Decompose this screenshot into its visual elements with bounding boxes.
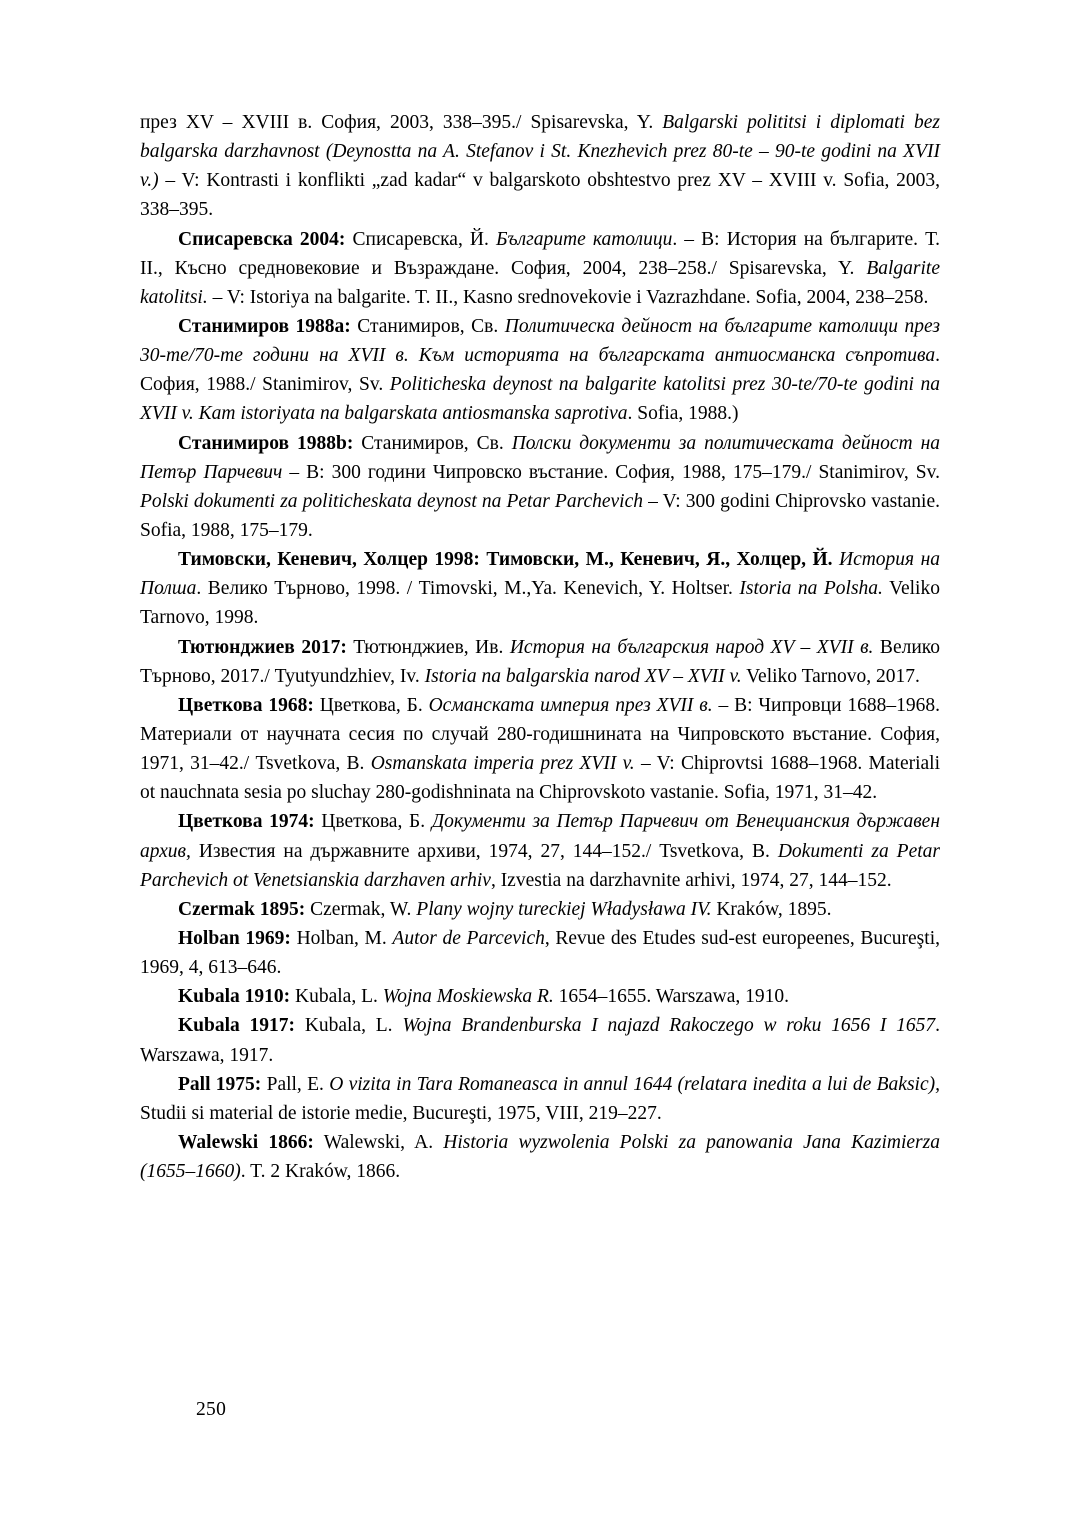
entry-text-run: Walewski, A.	[313, 1131, 444, 1153]
entry-text-run: 1654–1655. Warszawa, 1910.	[553, 986, 790, 1008]
entry-text-run: Wojna Brandenburska I najazd Rakoczego w roku 1656 I 1657	[402, 1015, 936, 1037]
entry-text-run: Balgarite katolitsi.	[140, 257, 940, 308]
entry-text-run: Holban 1969:	[178, 927, 291, 949]
entry-text-run: Politicheska deynost na balgarite katolitsi prez 30-te/70-te godini na XVII v. Kam istoriyata na balgarskata antiosmanska saprotiva	[140, 374, 940, 425]
bibliography-entry	[140, 1070, 940, 1128]
entry-text-run: Документи за Петър Парчевич от Венецианския държавен архив,	[140, 811, 940, 862]
entry-text-run: Pall 1975:	[178, 1073, 262, 1095]
entry-text-run: Цветкова 1968:	[178, 694, 314, 716]
bibliography-list	[140, 108, 940, 1186]
entry-text-run: Полски документи за политическата дейност на Петър Парчевич	[140, 432, 940, 483]
bibliography-entry	[140, 633, 940, 691]
entry-text-run: Цветкова, Б.	[313, 694, 429, 716]
entry-text-run: Тимовски, Кеневич, Холцер 1998: Тимовски, М., Кеневич, Я., Холцер, Й.	[178, 549, 839, 571]
entry-text-run: Цветкова 1974:	[178, 811, 315, 833]
bibliography-entry	[140, 924, 940, 982]
bibliography-entry	[140, 429, 940, 546]
entry-text-run: Списаревска 2004:	[178, 228, 346, 250]
entry-text-run: Велико Търново, 2017./ Tyutyundzhiev, Iv.	[140, 636, 940, 687]
entry-text-run: , Izvestia na darzhavnite arhivi, 1974, 27, 144–152.	[490, 869, 892, 891]
entry-text-run: . – В: История на българите. Т. II., Късно средновековие и Възраждане. София, 2004, 238–258./ Spisarevska, Y.	[140, 228, 940, 279]
entry-text-run: . T. 2 Kraków, 1866.	[240, 1161, 401, 1183]
bibliography-entry	[140, 1128, 940, 1186]
entry-text-run: Kubala, L.	[295, 1015, 403, 1037]
entry-text-run: Autor de Parcevich	[392, 927, 545, 949]
entry-text-run: Kubala, L.	[290, 986, 383, 1008]
entry-text-run: – V: 300 godini Chiprovsko vastanie. Sofia, 1988, 175–179.	[140, 490, 940, 541]
entry-text-run: Kraków, 1895.	[711, 898, 832, 920]
bibliography-entry	[140, 807, 940, 894]
entry-text-run: Тютюнджиев 2017:	[178, 636, 347, 658]
entry-text-run: Цветкова, Б.	[314, 811, 432, 833]
entry-text-run: Veliko Tarnovo, 1998.	[140, 578, 940, 629]
entry-text-run: История на българския народ XV – XVII в.	[509, 636, 874, 658]
entry-text-run: – V: Kontrasti i konflikti „zad kadar“ v balgarskoto obshtestvo prez XV – XVIII v. Sofia, 2003, 338–395.	[140, 170, 940, 221]
entry-text-run: Veliko Tarnovo, 2017.	[741, 665, 920, 687]
entry-text-run: Kubala 1917:	[178, 1015, 296, 1037]
entry-text-run: Holban, M.	[290, 927, 393, 949]
entry-text-run: през XV – XVIII в. София, 2003, 338–395./ Spisarevska, Y.	[140, 112, 663, 133]
entry-text-run: Historia wyzwolenia Polski za panowania Jana Kazimierza (1655–1660)	[140, 1131, 940, 1183]
entry-text-run: O vizita in Tara Romaneasca in annul 1644 (relatara inedita a lui de Baksic),	[329, 1073, 940, 1095]
entry-text-run: Polski dokumenti za politicheskata deynost na Petar Parchevich	[140, 490, 643, 512]
bibliography-entry	[140, 691, 940, 808]
entry-text-run: Kubala 1910:	[178, 986, 291, 1008]
entry-text-run: , Revue des Etudes sud-est europeenes, Bucureşti, 1969, 4, 613–646.	[140, 927, 940, 979]
entry-text-run: Османската империя през XVII в.	[428, 694, 713, 716]
entry-text-run: История на Полша	[140, 549, 940, 600]
bibliography-entry	[140, 545, 940, 632]
entry-text-run: Pall, E.	[261, 1073, 330, 1095]
entry-text-run: . София, 1988./ Stanimirov, Sv.	[140, 345, 940, 396]
entry-text-run: Wojna Moskiewska R.	[382, 986, 554, 1008]
entry-text-run: – В: Чипровци 1688–1968. Материали от научната сесия по случай 280-годишнината на Чипровското въстание. София, 1971, 31–42./ Tsvetkova, B.	[140, 694, 940, 775]
bibliography-entry	[140, 982, 940, 1011]
bibliography-entry	[140, 108, 940, 225]
entry-text-run: Списаревска, Й.	[345, 228, 496, 250]
entry-text-run: . Велико Търново, 1998. / Timovski, M.,Ya. Kenevich, Y. Holtser.	[196, 578, 740, 600]
entry-text-run: Станимиров 1988b:	[178, 432, 354, 454]
bibliography-entry	[140, 225, 940, 312]
bibliography-entry	[140, 312, 940, 429]
entry-text-run: . Sofia, 1988.)	[627, 403, 739, 425]
entry-text-run: – V: Istoriya na balgarite. T. II., Kasno srednovekovie i Vazrazhdane. Sofia, 2004, 238–258.	[207, 286, 929, 308]
entry-text-run: Българите католици	[496, 228, 673, 250]
entry-text-run: Czermak, W.	[305, 898, 417, 920]
entry-text-run: Studii si material de istorie medie, Bucureşti, 1975, VIII, 219–227.	[140, 1102, 662, 1124]
entry-text-run: Czermak 1895:	[178, 898, 306, 920]
entry-text-run: Balgarski polititsi i diplomati bez balgarska darzhavnost (Deynostta na A. Stefanov i St. Knezhevich prez 80-te – 90-te godini na XVII v.)	[140, 112, 940, 192]
bibliography-entry	[140, 1011, 940, 1069]
entry-text-run: Walewski 1866:	[178, 1131, 314, 1153]
entry-text-run: Политическа дейност на българите католици през 30-те/70-те години на XVII в. Към историята на българската антиосманска съпротива	[140, 315, 941, 367]
entry-text-run: Станимиров, Св.	[353, 432, 512, 454]
entry-text-run: Станимиров, Св.	[350, 315, 505, 337]
entry-text-run: Dokumenti za Petar Parchevich ot Venetsianskia darzhaven arhiv	[140, 840, 940, 891]
entry-text-run: Станимиров 1988a:	[178, 315, 351, 337]
bibliography-entry	[140, 895, 940, 924]
entry-text-run: – В: 300 години Чипровско въстание. София, 1988, 175–179./ Stanimirov, Sv.	[282, 461, 940, 483]
entry-text-run: Istoria na Polsha.	[739, 578, 883, 600]
entry-text-run: Istoria na balgarskia narod XV – XVII v.	[424, 665, 742, 687]
entry-text-run: Тютюнджиев, Ив.	[346, 636, 510, 658]
page-number: 250	[196, 1399, 227, 1420]
entry-text-run: Известия на държавните архиви, 1974, 27, 144–152./ Tsvetkova, B.	[190, 840, 778, 862]
entry-text-run: – V: Chiprovtsi 1688–1968. Materiali ot nauchnata sesia po sluchay 280-godishninata na Chiprovskoto vastanie. Sofia, 1971, 31–42.	[140, 753, 941, 804]
entry-text-run: . Warszawa, 1917.	[140, 1015, 940, 1066]
entry-text-run: Osmanskata imperia prez XVII v.	[370, 753, 635, 775]
entry-text-run: Plany wojny tureckiej Władysława IV.	[416, 898, 712, 920]
